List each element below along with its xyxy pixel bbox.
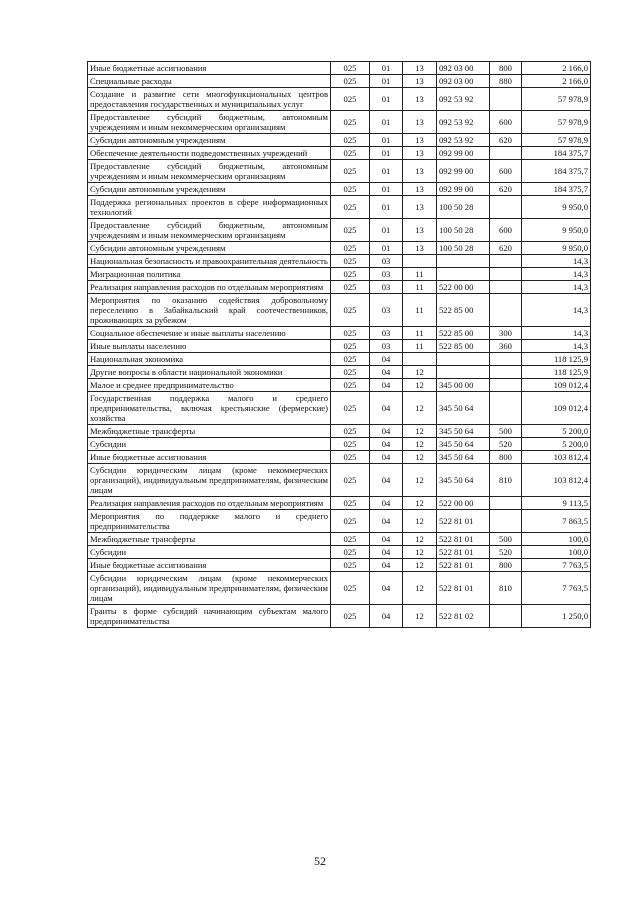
- table-row: [88, 268, 591, 281]
- expense-name-cell: Иные бюджетные ассигнования: [88, 451, 331, 464]
- table-row: [88, 559, 591, 572]
- department-code-cell: 025: [331, 134, 370, 147]
- expense-name-cell: Иные выплаты населению: [88, 340, 331, 353]
- expense-type-cell: 520: [490, 546, 522, 559]
- subsection-code-cell: 11: [403, 327, 437, 340]
- expense-name-cell: Государственная поддержка малого и среднего предпринимательства, включая крестьянские (фермерские) хозяйства: [88, 392, 331, 425]
- table-row: [88, 340, 591, 353]
- target-article-cell: 522 81 01: [437, 572, 490, 605]
- table-row: [88, 353, 591, 366]
- target-article-cell: 345 50 64: [437, 451, 490, 464]
- department-code-cell: 025: [331, 281, 370, 294]
- table-row: [88, 111, 591, 134]
- budget-table-body: [88, 62, 591, 628]
- section-code-cell: 04: [370, 533, 403, 546]
- target-article-cell: 345 50 64: [437, 392, 490, 425]
- section-code-cell: 01: [370, 134, 403, 147]
- target-article-cell: [437, 255, 490, 268]
- amount-cell: 2 166,0: [522, 75, 591, 88]
- section-code-cell: 01: [370, 147, 403, 160]
- amount-cell: 184 375,7: [522, 160, 591, 183]
- amount-cell: 9 950,0: [522, 219, 591, 242]
- expense-name-cell: Предоставление субсидий бюджетным, автономным учреждениям и иным некоммерческим организациям: [88, 111, 331, 134]
- expense-type-cell: 600: [490, 111, 522, 134]
- target-article-cell: 092 03 00: [437, 62, 490, 75]
- department-code-cell: 025: [331, 327, 370, 340]
- section-code-cell: 04: [370, 572, 403, 605]
- section-code-cell: 04: [370, 559, 403, 572]
- subsection-code-cell: [403, 255, 437, 268]
- target-article-cell: 345 00 00: [437, 379, 490, 392]
- department-code-cell: 025: [331, 572, 370, 605]
- expense-name-cell: Субсидии автономным учреждениям: [88, 134, 331, 147]
- section-code-cell: 04: [370, 392, 403, 425]
- department-code-cell: 025: [331, 160, 370, 183]
- expense-name-cell: Межбюджетные трансферты: [88, 425, 331, 438]
- section-code-cell: 03: [370, 327, 403, 340]
- subsection-code-cell: 13: [403, 88, 437, 111]
- section-code-cell: 04: [370, 438, 403, 451]
- expense-name-cell: Субсидии автономным учреждениям: [88, 242, 331, 255]
- target-article-cell: 522 85 00: [437, 340, 490, 353]
- amount-cell: 109 012,4: [522, 392, 591, 425]
- target-article-cell: 092 03 00: [437, 75, 490, 88]
- expense-name-cell: Мероприятия по оказанию содействия добровольному переселению в Забайкальский край соотечественников, проживающих за рубежом: [88, 294, 331, 327]
- section-code-cell: 04: [370, 379, 403, 392]
- amount-cell: 57 978,9: [522, 134, 591, 147]
- expense-type-cell: [490, 88, 522, 111]
- section-code-cell: 04: [370, 425, 403, 438]
- table-row: [88, 510, 591, 533]
- target-article-cell: 092 53 92: [437, 111, 490, 134]
- department-code-cell: 025: [331, 219, 370, 242]
- expense-type-cell: 620: [490, 242, 522, 255]
- table-row: [88, 327, 591, 340]
- table-row: [88, 147, 591, 160]
- department-code-cell: 025: [331, 366, 370, 379]
- department-code-cell: 025: [331, 605, 370, 628]
- expense-type-cell: [490, 294, 522, 327]
- table-row: [88, 425, 591, 438]
- expense-type-cell: 520: [490, 438, 522, 451]
- section-code-cell: 01: [370, 160, 403, 183]
- amount-cell: 57 978,9: [522, 88, 591, 111]
- subsection-code-cell: 12: [403, 451, 437, 464]
- expense-name-cell: Поддержка региональных проектов в сфере информационных технологий: [88, 196, 331, 219]
- subsection-code-cell: 12: [403, 559, 437, 572]
- amount-cell: 14,3: [522, 268, 591, 281]
- table-row: [88, 134, 591, 147]
- section-code-cell: 01: [370, 111, 403, 134]
- expense-name-cell: Предоставление субсидий бюджетным, автономным учреждениям и иным некоммерческим организациям: [88, 219, 331, 242]
- department-code-cell: 025: [331, 438, 370, 451]
- expense-type-cell: [490, 281, 522, 294]
- section-code-cell: 01: [370, 219, 403, 242]
- expense-type-cell: 620: [490, 183, 522, 196]
- department-code-cell: 025: [331, 451, 370, 464]
- subsection-code-cell: 12: [403, 392, 437, 425]
- expense-name-cell: Малое и среднее предпринимательство: [88, 379, 331, 392]
- section-code-cell: 01: [370, 196, 403, 219]
- target-article-cell: 522 81 01: [437, 546, 490, 559]
- expense-type-cell: [490, 497, 522, 510]
- subsection-code-cell: 13: [403, 219, 437, 242]
- table-row: [88, 294, 591, 327]
- table-row: [88, 75, 591, 88]
- target-article-cell: 345 50 64: [437, 464, 490, 497]
- amount-cell: 103 812,4: [522, 464, 591, 497]
- expense-type-cell: 620: [490, 134, 522, 147]
- expense-type-cell: 810: [490, 572, 522, 605]
- amount-cell: 103 812,4: [522, 451, 591, 464]
- section-code-cell: 03: [370, 340, 403, 353]
- subsection-code-cell: 12: [403, 572, 437, 605]
- department-code-cell: 025: [331, 425, 370, 438]
- target-article-cell: 092 99 00: [437, 147, 490, 160]
- table-row: [88, 242, 591, 255]
- subsection-code-cell: 12: [403, 464, 437, 497]
- subsection-code-cell: 13: [403, 196, 437, 219]
- department-code-cell: 025: [331, 268, 370, 281]
- subsection-code-cell: 12: [403, 425, 437, 438]
- subsection-code-cell: 13: [403, 111, 437, 134]
- target-article-cell: 522 00 00: [437, 281, 490, 294]
- expense-name-cell: Национальная безопасность и правоохранительная деятельность: [88, 255, 331, 268]
- amount-cell: 5 200,0: [522, 425, 591, 438]
- expense-type-cell: [490, 353, 522, 366]
- table-row: [88, 438, 591, 451]
- target-article-cell: 522 00 00: [437, 497, 490, 510]
- table-row: [88, 379, 591, 392]
- expense-name-cell: Субсидии юридическим лицам (кроме некоммерческих организаций), индивидуальным предпринимателям, физическим лицам: [88, 464, 331, 497]
- expense-type-cell: 880: [490, 75, 522, 88]
- subsection-code-cell: 13: [403, 183, 437, 196]
- subsection-code-cell: 12: [403, 438, 437, 451]
- subsection-code-cell: 11: [403, 268, 437, 281]
- subsection-code-cell: 13: [403, 134, 437, 147]
- expense-type-cell: 800: [490, 451, 522, 464]
- target-article-cell: 100 50 28: [437, 219, 490, 242]
- expense-type-cell: 600: [490, 219, 522, 242]
- expense-type-cell: 500: [490, 533, 522, 546]
- subsection-code-cell: [403, 353, 437, 366]
- target-article-cell: 100 50 28: [437, 196, 490, 219]
- department-code-cell: 025: [331, 183, 370, 196]
- amount-cell: 9 950,0: [522, 242, 591, 255]
- subsection-code-cell: 11: [403, 294, 437, 327]
- subsection-code-cell: 12: [403, 366, 437, 379]
- expense-type-cell: [490, 366, 522, 379]
- target-article-cell: [437, 366, 490, 379]
- department-code-cell: 025: [331, 88, 370, 111]
- department-code-cell: 025: [331, 497, 370, 510]
- amount-cell: 9 950,0: [522, 196, 591, 219]
- section-code-cell: 04: [370, 451, 403, 464]
- expense-name-cell: Гранты в форме субсидий начинающим субъектам малого предпринимательства: [88, 605, 331, 628]
- table-row: [88, 62, 591, 75]
- expense-type-cell: 300: [490, 327, 522, 340]
- table-row: [88, 451, 591, 464]
- amount-cell: 184 375,7: [522, 147, 591, 160]
- section-code-cell: 04: [370, 353, 403, 366]
- expense-name-cell: Специальные расходы: [88, 75, 331, 88]
- expense-name-cell: Реализация направления расходов по отдельным мероприятиям: [88, 281, 331, 294]
- target-article-cell: 345 50 64: [437, 438, 490, 451]
- table-row: [88, 392, 591, 425]
- department-code-cell: 025: [331, 464, 370, 497]
- expense-type-cell: [490, 379, 522, 392]
- amount-cell: 9 113,5: [522, 497, 591, 510]
- expense-name-cell: Предоставление субсидий бюджетным, автономным учреждениям и иным некоммерческим организациям: [88, 160, 331, 183]
- target-article-cell: 522 85 00: [437, 327, 490, 340]
- table-row: [88, 572, 591, 605]
- table-row: [88, 497, 591, 510]
- section-code-cell: 03: [370, 281, 403, 294]
- department-code-cell: 025: [331, 379, 370, 392]
- expense-type-cell: [490, 605, 522, 628]
- expense-type-cell: 360: [490, 340, 522, 353]
- expense-name-cell: Реализация направления расходов по отдельным мероприятиям: [88, 497, 331, 510]
- amount-cell: 5 200,0: [522, 438, 591, 451]
- section-code-cell: 03: [370, 255, 403, 268]
- expense-name-cell: Субсидии: [88, 438, 331, 451]
- amount-cell: 118 125,9: [522, 353, 591, 366]
- amount-cell: 14,3: [522, 294, 591, 327]
- subsection-code-cell: 11: [403, 340, 437, 353]
- department-code-cell: 025: [331, 111, 370, 134]
- target-article-cell: 092 99 00: [437, 160, 490, 183]
- expense-name-cell: Создание и развитие сети многофункциональных центров предоставления государственных и муниципальных услуг: [88, 88, 331, 111]
- section-code-cell: 04: [370, 497, 403, 510]
- expense-name-cell: Субсидии автономным учреждениям: [88, 183, 331, 196]
- subsection-code-cell: 11: [403, 281, 437, 294]
- table-row: [88, 196, 591, 219]
- expense-type-cell: [490, 392, 522, 425]
- department-code-cell: 025: [331, 242, 370, 255]
- expense-name-cell: Межбюджетные трансферты: [88, 533, 331, 546]
- subsection-code-cell: 12: [403, 510, 437, 533]
- subsection-code-cell: 12: [403, 533, 437, 546]
- target-article-cell: 522 85 00: [437, 294, 490, 327]
- amount-cell: 14,3: [522, 340, 591, 353]
- amount-cell: 184 375,7: [522, 183, 591, 196]
- table-row: [88, 88, 591, 111]
- subsection-code-cell: 12: [403, 546, 437, 559]
- expense-type-cell: 500: [490, 425, 522, 438]
- department-code-cell: 025: [331, 147, 370, 160]
- target-article-cell: 522 81 02: [437, 605, 490, 628]
- target-article-cell: 345 50 64: [437, 425, 490, 438]
- subsection-code-cell: 13: [403, 75, 437, 88]
- amount-cell: 100,0: [522, 546, 591, 559]
- section-code-cell: 03: [370, 294, 403, 327]
- section-code-cell: 01: [370, 242, 403, 255]
- expense-name-cell: Национальная экономика: [88, 353, 331, 366]
- table-row: [88, 255, 591, 268]
- amount-cell: 118 125,9: [522, 366, 591, 379]
- subsection-code-cell: 13: [403, 147, 437, 160]
- amount-cell: 7 763,5: [522, 572, 591, 605]
- expense-type-cell: 800: [490, 62, 522, 75]
- table-row: [88, 160, 591, 183]
- subsection-code-cell: 12: [403, 497, 437, 510]
- expense-type-cell: [490, 147, 522, 160]
- table-row: [88, 464, 591, 497]
- amount-cell: 2 166,0: [522, 62, 591, 75]
- subsection-code-cell: 12: [403, 379, 437, 392]
- table-row: [88, 605, 591, 628]
- section-code-cell: 04: [370, 510, 403, 533]
- target-article-cell: 522 81 01: [437, 510, 490, 533]
- section-code-cell: 01: [370, 62, 403, 75]
- subsection-code-cell: 13: [403, 160, 437, 183]
- amount-cell: 7 763,5: [522, 559, 591, 572]
- target-article-cell: 092 99 00: [437, 183, 490, 196]
- page-number: 52: [314, 854, 326, 868]
- expense-type-cell: [490, 196, 522, 219]
- expense-name-cell: Субсидии юридическим лицам (кроме некоммерческих организаций), индивидуальным предпринимателям, физическим лицам: [88, 572, 331, 605]
- amount-cell: 14,3: [522, 281, 591, 294]
- section-code-cell: 04: [370, 546, 403, 559]
- expense-name-cell: Другие вопросы в области национальной экономики: [88, 366, 331, 379]
- section-code-cell: 04: [370, 605, 403, 628]
- expense-type-cell: [490, 268, 522, 281]
- amount-cell: 57 978,9: [522, 111, 591, 134]
- section-code-cell: 01: [370, 75, 403, 88]
- target-article-cell: [437, 353, 490, 366]
- department-code-cell: 025: [331, 533, 370, 546]
- amount-cell: 14,3: [522, 255, 591, 268]
- amount-cell: 1 250,0: [522, 605, 591, 628]
- expense-type-cell: 600: [490, 160, 522, 183]
- table-row: [88, 219, 591, 242]
- amount-cell: 100,0: [522, 533, 591, 546]
- department-code-cell: 025: [331, 392, 370, 425]
- expense-name-cell: Миграционная политика: [88, 268, 331, 281]
- department-code-cell: 025: [331, 559, 370, 572]
- department-code-cell: 025: [331, 546, 370, 559]
- department-code-cell: 025: [331, 255, 370, 268]
- expense-name-cell: Социальное обеспечение и иные выплаты населению: [88, 327, 331, 340]
- subsection-code-cell: 12: [403, 605, 437, 628]
- expense-type-cell: 800: [490, 559, 522, 572]
- target-article-cell: 100 50 28: [437, 242, 490, 255]
- subsection-code-cell: 13: [403, 242, 437, 255]
- amount-cell: 14,3: [522, 327, 591, 340]
- target-article-cell: 522 81 01: [437, 533, 490, 546]
- department-code-cell: 025: [331, 294, 370, 327]
- table-row: [88, 546, 591, 559]
- expense-type-cell: [490, 510, 522, 533]
- department-code-cell: 025: [331, 196, 370, 219]
- expense-type-cell: 810: [490, 464, 522, 497]
- expense-name-cell: Иные бюджетные ассигнования: [88, 559, 331, 572]
- target-article-cell: [437, 268, 490, 281]
- section-code-cell: 04: [370, 464, 403, 497]
- section-code-cell: 01: [370, 88, 403, 111]
- target-article-cell: 522 81 01: [437, 559, 490, 572]
- table-row: [88, 366, 591, 379]
- department-code-cell: 025: [331, 75, 370, 88]
- table-row: [88, 183, 591, 196]
- expense-name-cell: Иные бюджетные ассигнования: [88, 62, 331, 75]
- target-article-cell: 092 53 92: [437, 134, 490, 147]
- expense-name-cell: Обеспечение деятельности подведомственных учреждений: [88, 147, 331, 160]
- table-row: [88, 281, 591, 294]
- section-code-cell: 01: [370, 183, 403, 196]
- subsection-code-cell: 13: [403, 62, 437, 75]
- expense-type-cell: [490, 255, 522, 268]
- department-code-cell: 025: [331, 62, 370, 75]
- table-row: [88, 533, 591, 546]
- expense-name-cell: Мероприятия по поддержке малого и среднего предпринимательства: [88, 510, 331, 533]
- section-code-cell: 04: [370, 366, 403, 379]
- amount-cell: 109 012,4: [522, 379, 591, 392]
- budget-table: [87, 61, 591, 628]
- department-code-cell: 025: [331, 353, 370, 366]
- department-code-cell: 025: [331, 510, 370, 533]
- amount-cell: 7 863,5: [522, 510, 591, 533]
- department-code-cell: 025: [331, 340, 370, 353]
- expense-name-cell: Субсидии: [88, 546, 331, 559]
- section-code-cell: 03: [370, 268, 403, 281]
- target-article-cell: 092 53 92: [437, 88, 490, 111]
